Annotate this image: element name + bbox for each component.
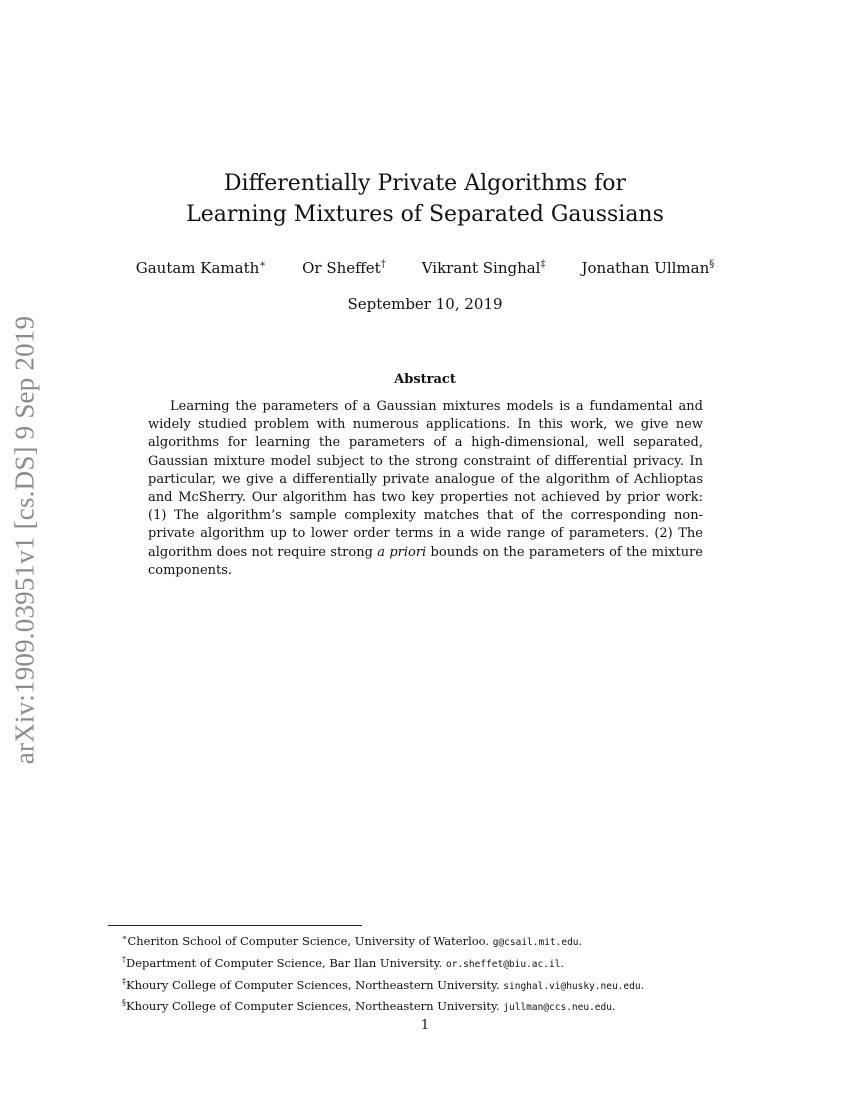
author-list (0, 259, 850, 277)
author-ullman: Jonathan Ullman§ (581, 259, 715, 277)
email-link[interactable]: singhal.vi@husky.neu.edu (503, 980, 641, 992)
email-link[interactable]: or.sheffet@biu.ac.il (446, 958, 561, 970)
footnote-singhal: ‡Khoury College of Computer Sciences, Northeastern University. singhal.vi@husky.neu.edu. (122, 976, 645, 992)
author-sheffet: Or Sheffet† (302, 259, 386, 277)
footnote-sheffet: †Department of Computer Science, Bar Ilan University. or.sheffet@biu.ac.il. (122, 954, 565, 970)
footnotes (122, 929, 644, 1016)
footnote-kamath: ∗Cheriton School of Computer Science, University of Waterloo. g@csail.mit.edu. (122, 933, 583, 948)
paper-title (0, 168, 850, 230)
title-line-2: Learning Mixtures of Separated Gaussians (186, 202, 664, 227)
page-number: 1 (420, 1018, 430, 1033)
title-line-1: Differentially Private Algorithms for (223, 171, 627, 196)
author-kamath: Gautam Kamath∗ (135, 259, 267, 277)
footnote-ullman: §Khoury College of Computer Sciences, Northeastern University. jullman@ccs.neu.edu. (122, 998, 616, 1014)
email-link[interactable]: jullman@ccs.neu.edu (503, 1002, 612, 1014)
author-singhal: Vikrant Singhal‡ (421, 259, 546, 277)
abstract-heading: Abstract (394, 372, 456, 387)
footnote-divider (108, 925, 362, 926)
arxiv-identifier-stamp: arXiv:1909.03951v1 [cs.DS] 9 Sep 2019 (9, 315, 40, 765)
publication-date: September 10, 2019 (347, 295, 503, 313)
abstract-body: Learning the parameters of a Gaussian mixtures models is a fundamental and widely studied problem with numerous applications. In this work, we give new algorithms for learning the parameters of a high-dimensional, well separated, Gaussian mixture model subject to the strong constraint of differential privacy. In particular, we give a differentially private analogue of the algorithm of Achlioptas and McSherry. Our algorithm has two key properties not achieved by prior work: (1) The algorithm’s sample complexity matches that of the corresponding non-private algorithm up to lower order terms in a wide range of parameters. (2) The algorithm does not require strong a priori bounds on the parameters of the mixture components. (148, 399, 704, 578)
email-link[interactable]: g@csail.mit.edu (492, 936, 579, 948)
